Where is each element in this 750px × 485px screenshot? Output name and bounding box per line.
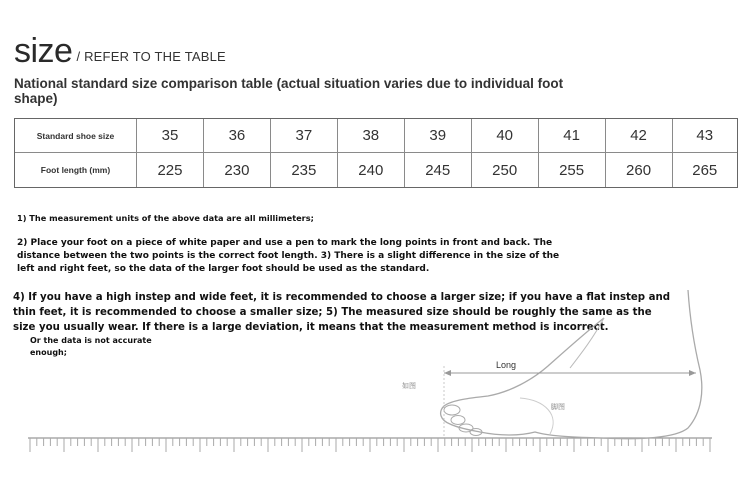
row-label-foot-length: Foot length (mm) [15, 153, 137, 187]
note-measure-method: 2) Place your foot on a piece of white paper and use a pen to mark the long points in front and back. The distance between the two points is the correct foot length. 3) There is a slight difference in the size of the left and right feet, so the data of the larger foot should be used as the standard. [17, 238, 560, 274]
table-cell: 240 [338, 153, 405, 187]
table-cell: 235 [271, 153, 338, 187]
table-cell: 39 [405, 119, 472, 153]
row-label-shoe-size: Standard shoe size [15, 119, 137, 153]
sole-label: 脚图 [551, 403, 565, 411]
size-title: size [14, 32, 73, 70]
table-description: National standard size comparison table (actual situation varies due to individual foot shape) [14, 76, 564, 106]
table-cell: 230 [204, 153, 271, 187]
refer-subtitle: / REFER TO THE TABLE [76, 49, 226, 64]
size-comparison-table [14, 118, 738, 188]
table-cell: 36 [204, 119, 271, 153]
long-label: Long [496, 360, 517, 370]
table-cell: 255 [539, 153, 606, 187]
table-cell: 38 [338, 119, 405, 153]
sole-curve [520, 398, 553, 434]
toe-shape [444, 405, 460, 415]
ruler-ticks [30, 438, 710, 452]
table-cell: 42 [606, 119, 673, 153]
toe-shape [451, 416, 465, 425]
note-units: 1) The measurement units of the above data are all millimeters; [17, 213, 314, 223]
table-cell: 40 [472, 119, 539, 153]
foot-outline [441, 290, 702, 439]
table-cell: 245 [405, 153, 472, 187]
instep-line [570, 318, 604, 368]
table-row [15, 153, 737, 187]
table-cell: 250 [472, 153, 539, 187]
table-cell: 260 [606, 153, 673, 187]
note-instep-advice: 4) If you have a high instep and wide feet, it is recommended to choose a larger size; if you have a flat instep and thin feet, it is recommended to choose a smaller size; 5) The measured size should be roughly the same as the size you usually wear. If there is a large deviation, it means that the measurement method is incorrect. [13, 292, 671, 333]
table-cell: 37 [271, 119, 338, 153]
table-cell: 41 [539, 119, 606, 153]
note-inaccurate: Or the data is not accurate enough; [30, 336, 152, 357]
table-row [15, 119, 737, 153]
table-cell: 265 [692, 161, 718, 179]
arrow-right-icon [689, 370, 696, 376]
table-cell: 35 [137, 119, 204, 153]
table-cell: 43 [673, 119, 738, 153]
arrow-left-icon [444, 370, 451, 376]
table-cell: 225 [137, 153, 204, 187]
page-header [14, 32, 226, 70]
side-view-label: 如图 [402, 382, 416, 390]
foot-measurement-illustration [20, 280, 720, 465]
